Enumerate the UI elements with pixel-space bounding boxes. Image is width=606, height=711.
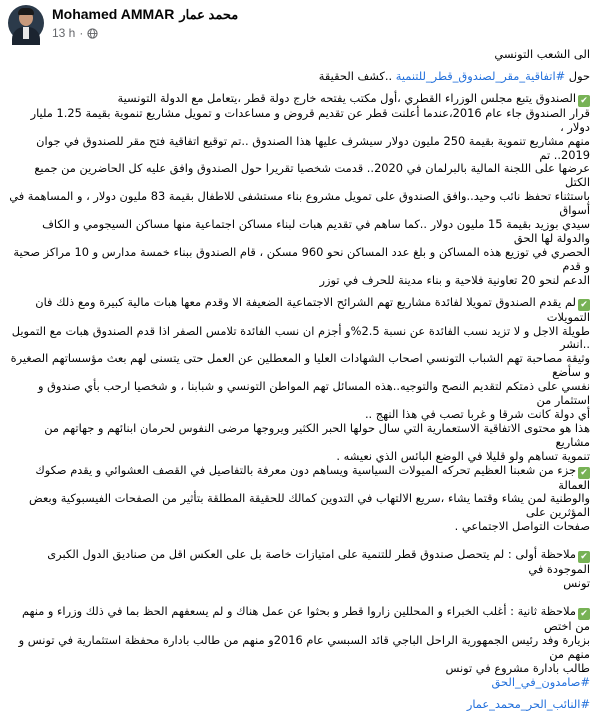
text-line: عرضها على اللجنة المالية بالبرلمان في 2020.. قدمت شخصيا تقريرا حول الصندوق وافق عليه كل الحاضرين من جميع الكتل bbox=[34, 161, 590, 190]
text-line: وثيقة مصاحبة تهم الشباب التونسي اصحاب الشهادات العليا و المعطلين عن العمل حتى يتسنى لهم بعث مؤسساتهم الصغيرة و سأضع bbox=[10, 351, 590, 380]
closing-hashtag-2-line bbox=[8, 698, 590, 711]
intro-suffix: ..كشف الحقيقة bbox=[318, 68, 393, 83]
time-ago[interactable]: 13 h bbox=[52, 26, 76, 40]
text-line: الدعم لنحو 20 تعاونية فلاحية و بناء مدينة للحرف في توزر bbox=[319, 272, 590, 287]
check-icon: ✔ bbox=[578, 467, 590, 479]
greeting-line: الى الشعب التونسي bbox=[494, 47, 590, 61]
text-line: هذا هو محتوى الاتفاقية الاستعمارية التي سال حولها الحبر الكثير ويروجها مرضى النفوس لحرمان ابنائهم و جهاتهم من مشاريع bbox=[44, 420, 590, 449]
author-name-link[interactable] bbox=[52, 5, 238, 24]
author-name[interactable]: Mohamed AMMAR bbox=[52, 6, 175, 22]
text-line: تونس bbox=[563, 576, 590, 591]
avatar-hair bbox=[18, 8, 34, 15]
paragraph-1 bbox=[8, 92, 590, 288]
check-icon: ✔ bbox=[578, 608, 590, 620]
text-line: قرار الصندوق جاء عام 2016،عندما أعلنت قطر عن تقديم قروض و مساعدات و تمويل مشاريع تنموية بقيمة 1.25 مليار دولار ، bbox=[30, 105, 590, 134]
text-line: الصندوق يتبع مجلس الوزراء القطري ،أول مكتب يفتحه خارج دولة قطر ،يتعامل مع الدولة التونسية bbox=[117, 90, 576, 105]
text-line: طويلة الاجل و لا تزيد نسب الفائدة عن نسبة 2.5%و أجزم ان نسب الفائدة تلامس الصفر اذا قدم الصندوق هبات مع التمويل ..انشر bbox=[11, 323, 590, 352]
check-icon: ✔ bbox=[578, 551, 590, 563]
check-icon: ✔ bbox=[578, 299, 590, 311]
hashtag-link[interactable]: #النائب_الحر_محمد_عمار bbox=[466, 696, 590, 711]
text-line: الحصري في توزيع هذه المساكن و بلغ عدد المساكن نحو 960 مسكن ، قام الصندوق ببناء خمسة مدارس و 10 مراكز صحية و قدم bbox=[13, 244, 590, 273]
text-line: صفحات التواصل الاجتماعي . bbox=[454, 519, 590, 534]
text-line: بزيارة وفد رئيس الجمهورية الراحل الباجي قائد السبسي عام 2016و منهم من طالب بادارة محفظة استثمارية في تونس و منهم من bbox=[18, 632, 590, 661]
intro-prefix: حول bbox=[568, 68, 590, 83]
text-line: لم يقدم الصندوق تمويلا لفائدة مشاريع تهم الشرائح الاجتماعية الضعيفة الا وقدم معها هبات مالية كبيرة ومع ذلك فان التمويلات bbox=[35, 294, 590, 324]
post-timestamp bbox=[52, 25, 238, 41]
paragraph-2 bbox=[8, 296, 590, 422]
text-line: منهم مشاريع تنموية بقيمة 250 مليون دولار سيشرف عليها هذا الصندوق ..تم توقيع اتفاقية فتح مقر للصندوق في جوان 2019.. تم bbox=[36, 133, 590, 162]
text-line: طالب بادارة مشروع في تونس bbox=[445, 660, 590, 675]
post-header bbox=[8, 0, 596, 48]
author-avatar[interactable] bbox=[8, 5, 44, 41]
text-line: ملاحظة ثانية : أغلب الخبراء و المحللين زاروا قطر و بحثوا عن عمل هناك و لم يسعفهم الحظ بما في ذلك وزراء و منهم من اختص bbox=[21, 604, 590, 633]
text-line: ملاحظة أولى : لم يتحصل صندوق قطر للتنمية على امتيازات خاصة بل على العكس اقل من صناديق الدول الكبرى الموجودة في bbox=[47, 547, 590, 577]
note-2 bbox=[8, 605, 590, 676]
intro-line bbox=[8, 70, 590, 84]
closing-hashtag-1-line bbox=[8, 676, 590, 690]
text-line: سيدي بوزيد بقيمة 15 مليون دولار ..كما ساهم في تقديم هبات لبناء مساكن اجتماعية منها مساكن السيجومي و الكاف والدولة لها الحق bbox=[42, 217, 590, 245]
text-line: والوطنية لمن يشاء وقتما يشاء ،سريع الالتهاب في التدوين كمالك للحقيقة المطلقة بتأثير من الصفحات الفيسبوكية وبعض المؤثرين على bbox=[29, 491, 590, 520]
text-line: باستثناء تحفظ نائب وحيد..وافق الصندوق على تمويل مشروع بناء مستشفى للاطفال بقيمة 83 مليون دولار ، و المساهمة في أسواق bbox=[9, 189, 590, 218]
globe-icon bbox=[87, 28, 98, 39]
post-meta bbox=[52, 5, 238, 41]
author-name-arabic[interactable]: محمد عمار bbox=[179, 7, 239, 22]
hashtag-link[interactable]: #صامدون_في_الحق bbox=[491, 674, 590, 689]
text-line: جزء من شعبنا العظيم تحركه الميولات السياسية ويساهم دون معرفة بالتفاصيل في القصف العشوائي و يقدم صكوك العمالة bbox=[35, 462, 590, 492]
hashtag-link[interactable]: #اتفاقية_مقر_لصندوق_قطر_للتنمية bbox=[395, 68, 566, 83]
note-1 bbox=[8, 548, 590, 591]
paragraph-4 bbox=[8, 464, 590, 535]
separator-dot: · bbox=[79, 26, 84, 40]
post-body bbox=[8, 48, 596, 711]
text-line: أي دولة كانت شرقا و غربا تصب في هذا النهج .. bbox=[364, 406, 590, 421]
paragraph-3 bbox=[8, 422, 590, 464]
avatar-shirt bbox=[23, 27, 29, 39]
check-icon: ✔ bbox=[578, 95, 590, 107]
text-line: تنموية تساهم ولو قليلا في الوضع البائس الذي نعيشه . bbox=[336, 448, 590, 463]
text-line: نفسي على ذمتكم لتقديم النصح والتوجيه..هذه المسائل تهم المواطن التونسي و شبابنا ، و شخصيا ارحب بأي صندوق و استثمار من bbox=[38, 379, 590, 408]
